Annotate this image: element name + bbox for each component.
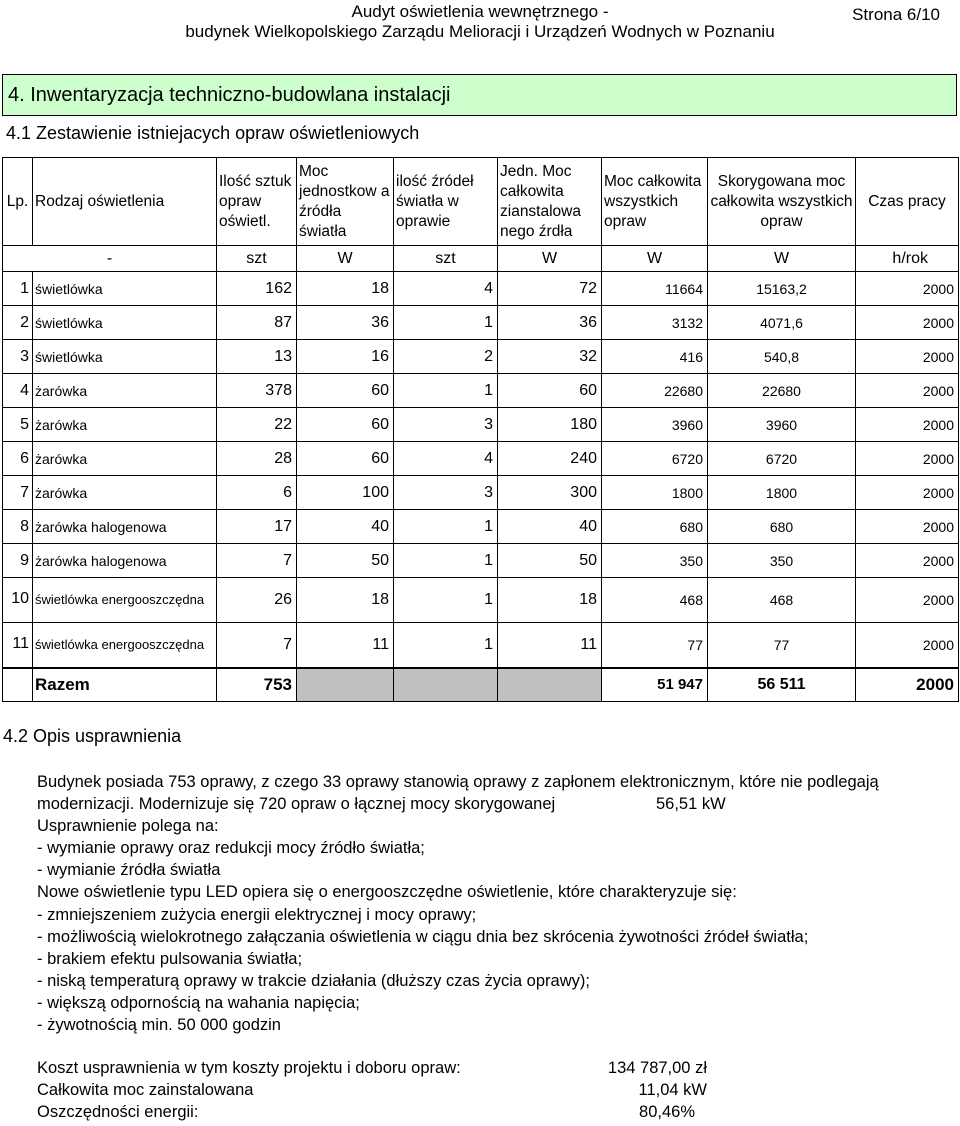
- total-qty: 753: [217, 668, 297, 702]
- row-source-power: 240: [498, 442, 602, 476]
- row-hours: 2000: [856, 476, 959, 510]
- row-type: świetlówka: [33, 306, 217, 340]
- header-title-line1: Audyt oświetlenia wewnętrznego -: [351, 2, 609, 21]
- subsection-title: 4.1 Zestawienie istniejacych opraw oświetleniowych: [6, 123, 420, 143]
- row-unit-power: 18: [297, 578, 394, 623]
- row-corrected-power: 4071,6: [708, 306, 856, 340]
- row-unit-power: 60: [297, 442, 394, 476]
- row-qty: 6: [217, 476, 297, 510]
- row-corrected-power: 350: [708, 544, 856, 578]
- row-sources: 4: [394, 272, 498, 306]
- description-line: Nowe oświetlenie typu LED opiera się o energooszczędne oświetlenie, które charakteryzuje się:: [37, 883, 737, 902]
- row-lp: 4: [3, 374, 33, 408]
- section2-title: 4.2 Opis usprawnienia: [3, 726, 182, 746]
- row-total-power: 22680: [602, 374, 708, 408]
- col-header-sources: ilość źródeł światła w oprawie: [394, 158, 498, 246]
- row-sources: 1: [394, 623, 498, 668]
- row-type: świetlówka: [33, 340, 217, 374]
- header-title-line2: budynek Wielkopolskiego Zarządu Melioracji i Urządzeń Wodnych w Poznaniu: [185, 22, 775, 41]
- description-line: - wymianie źródła światła: [37, 861, 221, 880]
- row-total-power: 6720: [602, 442, 708, 476]
- row-corrected-power: 22680: [708, 374, 856, 408]
- row-source-power: 180: [498, 408, 602, 442]
- row-total-power: 680: [602, 510, 708, 544]
- row-source-power: 40: [498, 510, 602, 544]
- row-unit-power: 100: [297, 476, 394, 510]
- inventory-table: [2, 157, 959, 702]
- row-total-power: 11664: [602, 272, 708, 306]
- description-text: [37, 771, 957, 1036]
- unit-cell: -: [3, 246, 217, 272]
- row-hours: 2000: [856, 306, 959, 340]
- total-label: Razem: [33, 668, 217, 702]
- table-row: [3, 272, 959, 306]
- row-total-power: 468: [602, 578, 708, 623]
- modernized-power-value: 56,51 kW: [656, 795, 726, 814]
- description-line: Budynek posiada 753 oprawy, z czego 33 oprawy stanowią oprawy z zapłonem elektronicznym, które nie podlegają: [37, 773, 879, 791]
- row-type: świetlówka energooszczędna: [33, 623, 217, 668]
- table-row: [3, 306, 959, 340]
- col-header-total-power: Moc całkowita wszystkich opraw: [602, 158, 708, 246]
- row-source-power: 60: [498, 374, 602, 408]
- table-row: [3, 442, 959, 476]
- unit-cell: h/rok: [856, 246, 959, 272]
- description-line: modernizacji. Modernizuje się 720 opraw o łącznej mocy skorygowanej: [37, 795, 556, 814]
- row-hours: 2000: [856, 374, 959, 408]
- table-row: [3, 578, 959, 623]
- table-row: [3, 340, 959, 374]
- row-qty: 378: [217, 374, 297, 408]
- row-lp: 10: [3, 578, 33, 623]
- row-source-power: 18: [498, 578, 602, 623]
- row-total-power: 3132: [602, 306, 708, 340]
- row-total-power: 416: [602, 340, 708, 374]
- row-unit-power: 36: [297, 306, 394, 340]
- units-row: [3, 246, 959, 272]
- row-corrected-power: 15163,2: [708, 272, 856, 306]
- row-corrected-power: 680: [708, 510, 856, 544]
- row-qty: 22: [217, 408, 297, 442]
- row-corrected-power: 77: [708, 623, 856, 668]
- row-qty: 162: [217, 272, 297, 306]
- row-qty: 7: [217, 544, 297, 578]
- row-qty: 26: [217, 578, 297, 623]
- row-type: żarówka: [33, 442, 217, 476]
- col-header-source-power: Jedn. Moc całkowita zianstalowa nego źrdła: [498, 158, 602, 246]
- row-corrected-power: 540,8: [708, 340, 856, 374]
- installed-power-row: [37, 1079, 737, 1101]
- row-type: świetlówka energooszczędna: [33, 578, 217, 623]
- description-line: - większą odpornością na wahania napięcia;: [37, 993, 360, 1012]
- row-total-power: 77: [602, 623, 708, 668]
- row-sources: 1: [394, 578, 498, 623]
- row-hours: 2000: [856, 408, 959, 442]
- total-power: 51 947: [602, 668, 708, 702]
- row-sources: 4: [394, 442, 498, 476]
- row-source-power: 36: [498, 306, 602, 340]
- table-row: [3, 623, 959, 668]
- col-header-lp: Lp.: [3, 158, 33, 246]
- row-hours: 2000: [856, 340, 959, 374]
- savings-label: Oszczędności energii:: [37, 1103, 199, 1121]
- row-hours: 2000: [856, 578, 959, 623]
- unit-cell: W: [708, 246, 856, 272]
- row-type: żarówka halogenowa: [33, 544, 217, 578]
- row-total-power: 3960: [602, 408, 708, 442]
- savings-row: [37, 1101, 737, 1123]
- row-total-power: 350: [602, 544, 708, 578]
- description-line: - niską temperaturą oprawy w trakcie działania (dłuższy czas życia oprawy);: [37, 971, 590, 990]
- row-corrected-power: 3960: [708, 408, 856, 442]
- cost-summary: [37, 1057, 737, 1123]
- row-hours: 2000: [856, 442, 959, 476]
- unit-cell: szt: [394, 246, 498, 272]
- description-line: - zmniejszeniem zużycia energii elektrycznej i mocy oprawy;: [37, 905, 477, 924]
- row-qty: 7: [217, 623, 297, 668]
- col-header-hours: Czas pracy: [856, 158, 959, 246]
- total-corrected-power: 56 511: [708, 668, 856, 702]
- unit-cell: W: [602, 246, 708, 272]
- row-unit-power: 40: [297, 510, 394, 544]
- row-sources: 3: [394, 408, 498, 442]
- row-lp: 5: [3, 408, 33, 442]
- description-line: - żywotnością min. 50 000 godzin: [37, 1016, 281, 1035]
- col-header-corrected-power: Skorygowana moc całkowita wszystkich opraw: [708, 158, 856, 246]
- row-hours: 2000: [856, 544, 959, 578]
- row-lp: 9: [3, 544, 33, 578]
- row-corrected-power: 468: [708, 578, 856, 623]
- row-type: żarówka: [33, 476, 217, 510]
- row-source-power: 300: [498, 476, 602, 510]
- row-sources: 1: [394, 374, 498, 408]
- unit-cell: W: [297, 246, 394, 272]
- col-header-qty: Ilość sztuk opraw oświetl.: [217, 158, 297, 246]
- row-corrected-power: 1800: [708, 476, 856, 510]
- section-heading-bar: [2, 74, 957, 116]
- description-line: Usprawnienie polega na:: [37, 817, 219, 836]
- row-lp: 1: [3, 272, 33, 306]
- row-corrected-power: 6720: [708, 442, 856, 476]
- row-lp: 11: [3, 623, 33, 668]
- row-lp: 3: [3, 340, 33, 374]
- row-hours: 2000: [856, 510, 959, 544]
- row-type: żarówka: [33, 374, 217, 408]
- installed-power-value: 11,04 kW: [638, 1081, 707, 1099]
- row-type: świetlówka: [33, 272, 217, 306]
- row-lp: 7: [3, 476, 33, 510]
- unit-cell: W: [498, 246, 602, 272]
- cost-label: Koszt usprawnienia w tym koszty projektu i doboru opraw:: [37, 1059, 461, 1077]
- table-row: [3, 476, 959, 510]
- row-sources: 3: [394, 476, 498, 510]
- col-header-unit-power: Moc jednostkow a źródła światła: [297, 158, 394, 246]
- total-hours: 2000: [856, 668, 959, 702]
- page-number: Strona 6/10: [852, 5, 940, 24]
- row-sources: 2: [394, 340, 498, 374]
- installed-power-label: Całkowita moc zainstalowana: [37, 1081, 254, 1099]
- row-qty: 28: [217, 442, 297, 476]
- row-source-power: 72: [498, 272, 602, 306]
- row-type: żarówka: [33, 408, 217, 442]
- table-header-row: [3, 158, 959, 246]
- row-lp: 2: [3, 306, 33, 340]
- cost-row: [37, 1057, 737, 1079]
- row-source-power: 50: [498, 544, 602, 578]
- row-source-power: 32: [498, 340, 602, 374]
- col-header-type: Rodzaj oświetlenia: [33, 158, 217, 246]
- row-sources: 1: [394, 544, 498, 578]
- row-unit-power: 18: [297, 272, 394, 306]
- row-unit-power: 60: [297, 374, 394, 408]
- row-unit-power: 16: [297, 340, 394, 374]
- cost-value: 134 787,00 zł: [607, 1059, 707, 1077]
- row-unit-power: 50: [297, 544, 394, 578]
- description-line: - brakiem efektu pulsowania światła;: [37, 949, 303, 968]
- row-hours: 2000: [856, 623, 959, 668]
- table-row: [3, 374, 959, 408]
- row-lp: 8: [3, 510, 33, 544]
- table-row: [3, 510, 959, 544]
- table-row: [3, 544, 959, 578]
- section-title: 4. Inwentaryzacja techniczno-budowlana instalacji: [8, 84, 451, 106]
- savings-value: 80,46%: [639, 1103, 695, 1121]
- row-qty: 13: [217, 340, 297, 374]
- row-total-power: 1800: [602, 476, 708, 510]
- row-sources: 1: [394, 306, 498, 340]
- row-type: żarówka halogenowa: [33, 510, 217, 544]
- row-qty: 87: [217, 306, 297, 340]
- row-source-power: 11: [498, 623, 602, 668]
- row-hours: 2000: [856, 272, 959, 306]
- description-line: - możliwością wielokrotnego załączania oświetlenia w ciągu dnia bez skrócenia żywotności źródeł światła;: [37, 927, 809, 946]
- row-sources: 1: [394, 510, 498, 544]
- description-line: - wymianie oprawy oraz redukcji mocy źródło światła;: [37, 839, 425, 858]
- page-header: [0, 0, 960, 50]
- total-row: [3, 668, 959, 702]
- row-lp: 6: [3, 442, 33, 476]
- row-qty: 17: [217, 510, 297, 544]
- row-unit-power: 11: [297, 623, 394, 668]
- row-unit-power: 60: [297, 408, 394, 442]
- unit-cell: szt: [217, 246, 297, 272]
- table-row: [3, 408, 959, 442]
